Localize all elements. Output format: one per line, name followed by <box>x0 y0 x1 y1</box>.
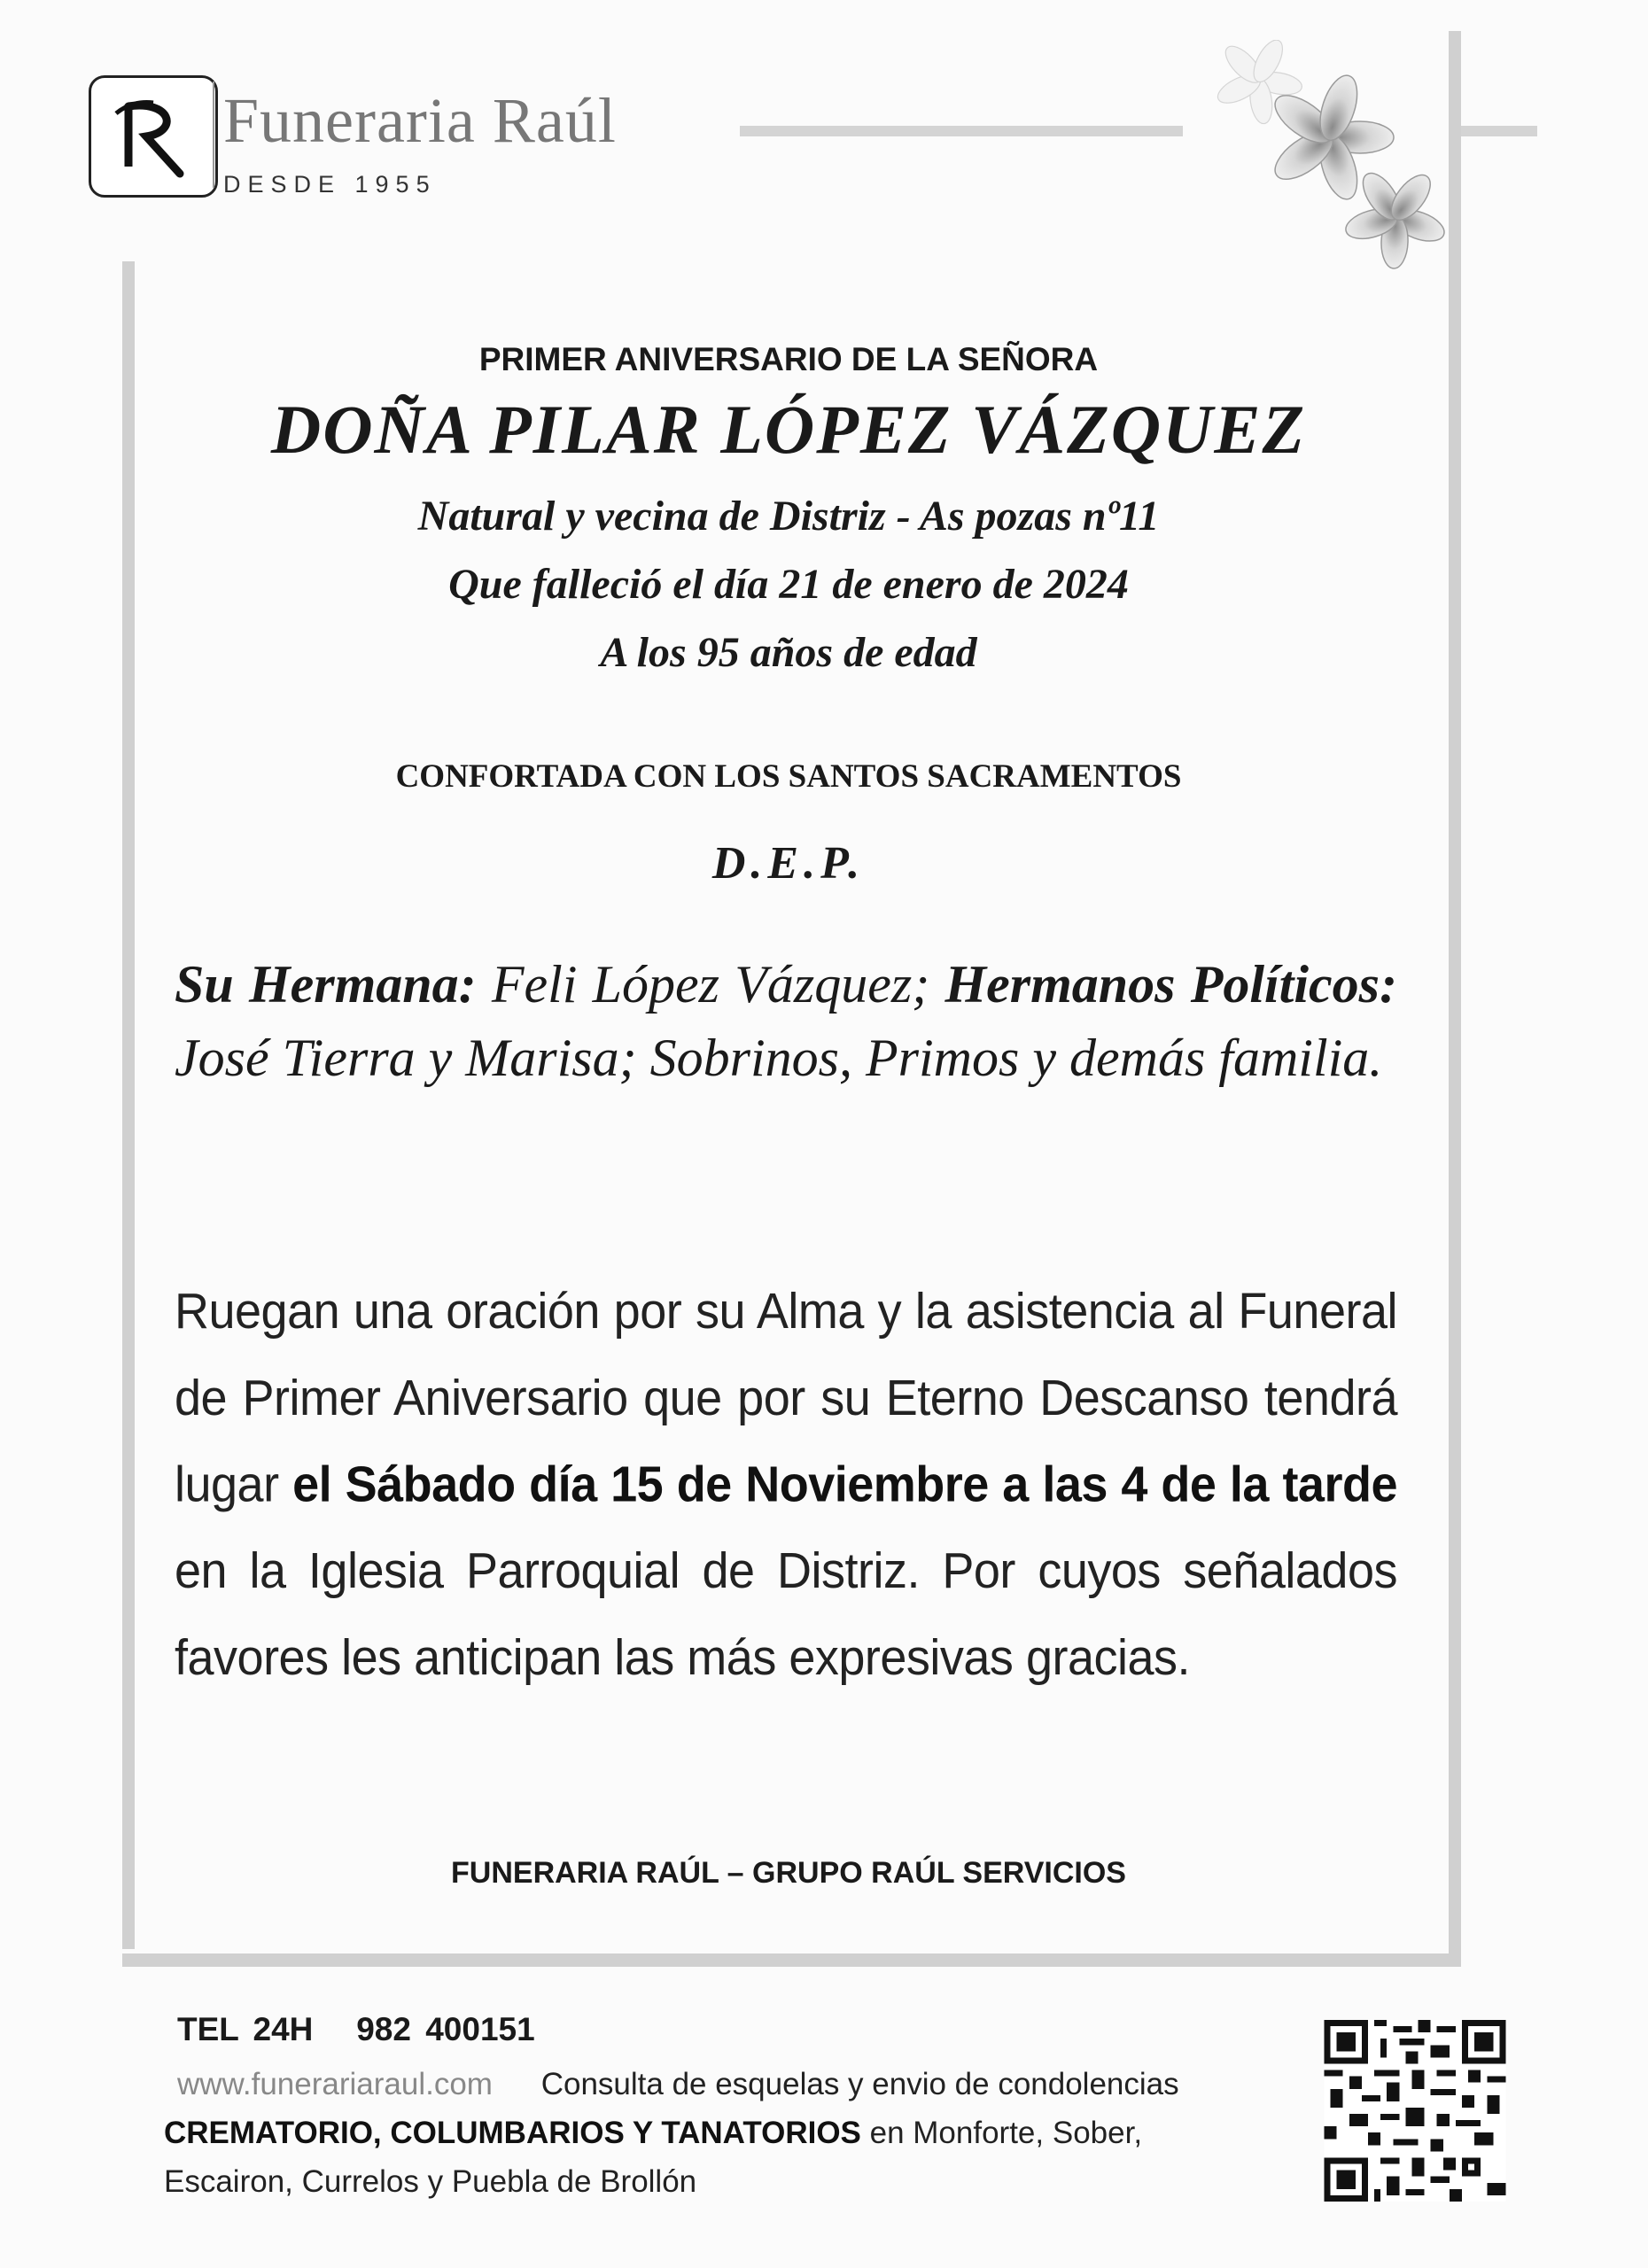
deceased-name: DOÑA PILAR LÓPEZ VÁZQUEZ <box>270 391 1307 468</box>
sister-label: Su Hermana: <box>175 955 477 1014</box>
prayer-intro: Ruegan una oración por su Alma y la asistencia al Funeral de Primer Aniversario que por su Eterno Descanso tendrá lugar <box>175 1283 1397 1513</box>
logo-mark <box>89 75 218 198</box>
brand-since: DESDE 1955 <box>223 171 437 198</box>
info-text-1: Consulta de esquelas y envio de condolencias <box>540 2067 1179 2101</box>
sacraments-line: CONFORTADA CON LOS SANTOS SACRAMENTOS <box>395 758 1182 795</box>
frame-right-bar <box>1449 31 1461 1967</box>
tel-label: TEL 24H <box>177 2011 314 2047</box>
prayer-rest: en la Iglesia Parroquial de Distriz. Por cuyos señalados favores les anticipan las más expresivas gracias. <box>175 1542 1397 1686</box>
tel-number[interactable]: 982 400151 <box>356 2011 535 2047</box>
services-text: CREMATORIO, COLUMBARIOS Y TANATORIOS <box>164 2116 861 2150</box>
info-text-2: en Monforte, Sober, Escairon, Currelos y Puebla de Brollón <box>164 2116 1143 2199</box>
frangipani-flowers-icon <box>1196 40 1453 270</box>
contact-info <box>164 2060 1254 2206</box>
family-paragraph <box>175 948 1397 1095</box>
qr-code-icon[interactable] <box>1318 2020 1512 2202</box>
prayer-paragraph <box>175 1269 1397 1701</box>
in-laws-names: José Tierra y Marisa; Sobrinos, Primos y demás familia. <box>175 1029 1383 1087</box>
frame-top-bar-right <box>1449 126 1537 136</box>
age-line: A los 95 años de edad <box>600 629 977 676</box>
in-laws-label: Hermanos Políticos: <box>944 955 1397 1014</box>
logo-divider <box>213 82 214 188</box>
frame-bottom-bar <box>122 1953 1461 1967</box>
sister-name: Feli López Vázquez; <box>491 955 930 1014</box>
logo-r-icon <box>91 78 215 195</box>
anniversary-heading: PRIMER ANIVERSARIO DE LA SEÑORA <box>478 341 1099 377</box>
origin-line: Natural y vecina de Distriz - As pozas nº11 <box>417 493 1160 540</box>
death-date-line: Que falleció el día 21 de enero de 2024 <box>448 561 1129 608</box>
frame-left-bar <box>122 261 135 1949</box>
frame-top-bar <box>740 126 1183 136</box>
brand-name: Funeraria Raúl <box>223 85 617 156</box>
ceremony-datetime: el Sábado día 15 de Noviembre a las 4 de la tarde <box>292 1456 1397 1513</box>
website-link[interactable]: www.funerariaraul.com <box>177 2067 493 2101</box>
rip-line: D.E.P. <box>711 838 866 889</box>
organization-footer: FUNERARIA RAÚL – GRUPO RAÚL SERVICIOS <box>451 1856 1126 1890</box>
phone-line <box>177 2011 535 2048</box>
